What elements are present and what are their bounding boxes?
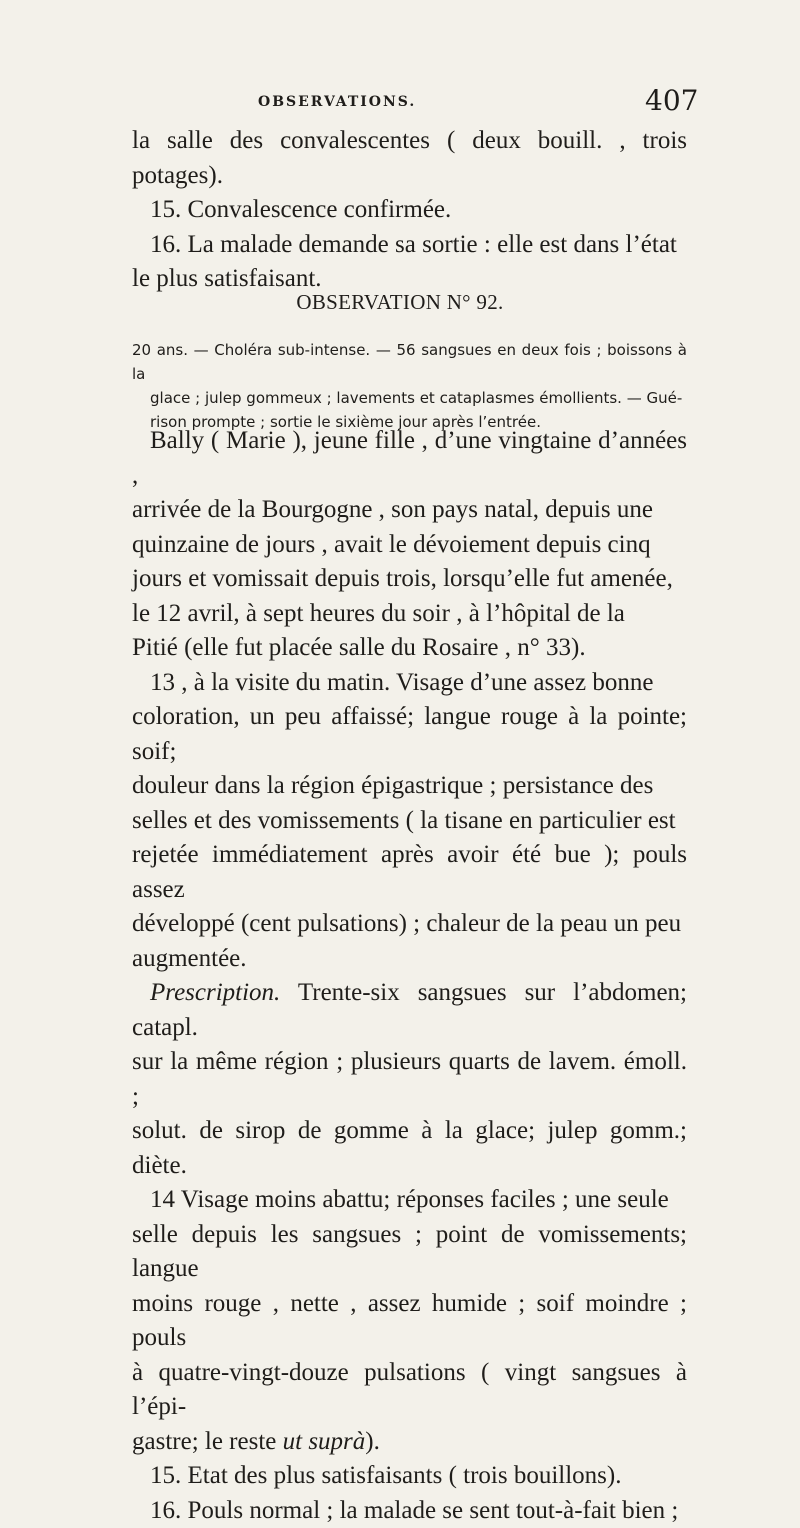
main-line: à quatre-vingt-douze pulsations ( vingt sangsues à l’épi- <box>132 1356 687 1425</box>
page-header <box>0 84 800 124</box>
main-line: arrivée de la Bourgogne , son pays natal, depuis une <box>132 493 687 528</box>
main-line: coloration, un peu affaissé; langue rouge à la pointe; soif; <box>132 700 687 769</box>
main-line: selle depuis les sangsues ; point de vomissements; langue <box>132 1218 687 1287</box>
intro-line: le plus satisfaisant. <box>132 262 687 297</box>
running-head: OBSERVATIONS. <box>258 94 416 110</box>
main-line: Bally ( Marie ), jeune fille , d’une vingtaine d’années , <box>132 424 687 493</box>
intro-paragraphs <box>132 124 687 297</box>
main-line: quinzaine de jours , avait le dévoiement depuis cinq <box>132 528 687 563</box>
summary-line: glace ; julep gommeux ; lavements et cataplasmes émollients. — Gué- <box>132 386 687 410</box>
main-line: Pitié (elle fut placée salle du Rosaire , n° 33). <box>132 631 687 666</box>
prescription-text: Trente-six sangsues sur l’abdomen; catapl. <box>132 979 687 1041</box>
intro-line: la salle des convalescentes ( deux bouill. , trois potages). <box>132 124 687 193</box>
main-line: le 12 avril, à sept heures du soir , à l’hôpital de la <box>132 597 687 632</box>
ut-supra-suffix: ). <box>365 1428 380 1455</box>
prescription-line <box>132 976 687 1045</box>
main-line: 14 Visage moins abattu; réponses faciles ; une seule <box>132 1183 687 1218</box>
summary-line: 20 ans. — Choléra sub-intense. — 56 sangsues en deux fois ; boissons à la <box>132 338 687 386</box>
main-line: solut. de sirop de gomme à la glace; julep gomm.; diète. <box>132 1114 687 1183</box>
observation-title: OBSERVATION N° 92. <box>0 290 800 315</box>
intro-line: 16. La malade demande sa sortie : elle est dans l’état <box>132 228 687 263</box>
main-line: 15. Etat des plus satisfaisants ( trois bouillons). <box>132 1459 687 1494</box>
observation-text <box>132 424 687 1528</box>
main-line: douleur dans la région épigastrique ; persistance des <box>132 769 687 804</box>
main-line: selles et des vomissements ( la tisane en particulier est <box>132 804 687 839</box>
main-line: 13 , à la visite du matin. Visage d’une assez bonne <box>132 666 687 701</box>
ut-supra-line <box>132 1425 687 1460</box>
main-line: rejetée immédiatement après avoir été bue ); pouls assez <box>132 838 687 907</box>
prescription-label: Prescription. <box>150 979 280 1006</box>
intro-line: 15. Convalescence confirmée. <box>132 193 687 228</box>
main-line: 16. Pouls normal ; la malade se sent tout-à-fait bien ; <box>132 1494 687 1528</box>
main-line: développé (cent pulsations) ; chaleur de la peau un peu <box>132 907 687 942</box>
page-number: 407 <box>645 84 698 117</box>
ut-supra-prefix: gastre; le reste <box>132 1428 276 1455</box>
observation-summary <box>132 338 687 434</box>
main-line: augmentée. <box>132 942 687 977</box>
main-line: jours et vomissait depuis trois, lorsqu’elle fut amenée, <box>132 562 687 597</box>
main-line: moins rouge , nette , assez humide ; soif moindre ; pouls <box>132 1287 687 1356</box>
ut-supra-text: ut suprà <box>283 1428 366 1455</box>
summary-line: rison prompte ; sortie le sixième jour après l’entrée. <box>132 410 687 434</box>
main-line: sur la même région ; plusieurs quarts de lavem. émoll. ; <box>132 1045 687 1114</box>
